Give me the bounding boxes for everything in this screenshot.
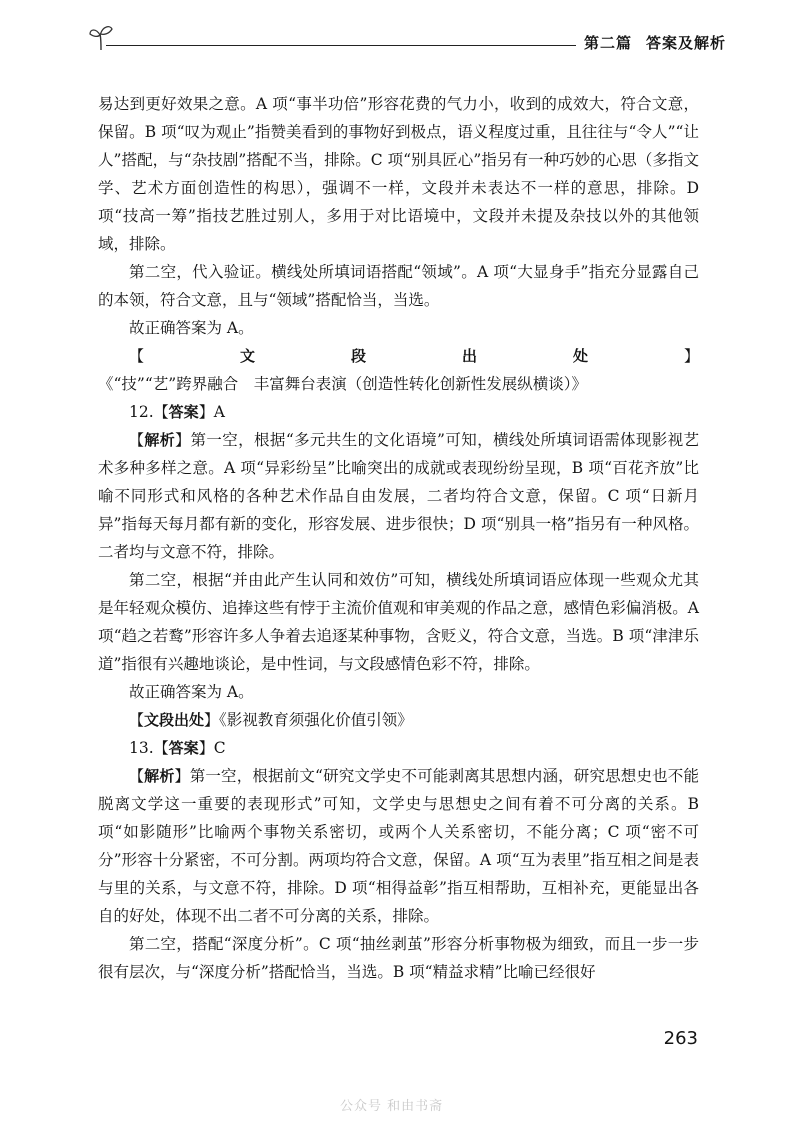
paragraph-text: 第二空，搭配“深度分析”。C 项“抽丝剥茧”形容分析事物极为细致，而且一步一步很有层次，与“深度分析”搭配恰当，当选。B 项“精益求精”比喻已经很好 [98,935,699,981]
analysis-label: 【解析】 [129,431,191,449]
source-text: 《影视教育须强化价值引领》 [219,711,413,729]
sprout-icon [88,22,114,52]
analysis-paragraph [98,426,699,566]
paragraph-text: 故正确答案为 A。 [129,683,254,701]
paragraph-text: 故正确答案为 A。 [129,319,254,337]
paragraph [98,258,699,314]
paragraph-text: 易达到更好效果之意。A 项“事半功倍”形容花费的气力小，收到的成效大，符合文意，保留。B 项“叹为观止”指赞美看到的事物好到极点，语义程度过重，且往往与“令人”“让人”搭配，与“杂技剧”搭配不当，排除。C 项“别具匠心”指另有一种巧妙的心思（多指文学、艺术方面创造性的构思），强调不一样，文段并未表达不一样的意思，排除。D 项“技高一筹”指技艺胜过别人，多用于对比语境中，文段并未提及杂技以外的其他领域，排除。 [98,95,699,253]
answer-value: C [213,739,226,757]
answer-label: 【答案】 [153,403,214,421]
analysis-text: 第一空，根据前文“研究文学史不可能剥离其思想内涵，研究思想史也不能脱离文学这一重要的表现形式”可知，文学史与思想史之间有着不可分离的关系。B 项“如影随形”比喻两个事物关系密切，或两个人关系密切，不能分离；C 项“密不可分”形容十分紧密，不可分割。两项均符合文意，保留。A 项“互为表里”指互相之间是表与里的关系，与文意不符，排除。D 项“相得益彰”指互相帮助，互相补充，更能显出各自的好处，体现不出二者不可分离的关系，排除。 [98,767,699,925]
answer-value: A [213,403,225,421]
paragraph [98,314,699,342]
body-text [98,90,699,986]
source-label: 【文段出处】 [129,347,699,365]
analysis-paragraph [98,762,699,930]
paragraph [98,678,699,706]
header-rule [106,45,576,46]
header-part: 第二篇 [584,34,633,52]
watermark: 公众号 和由书斋 [340,1099,444,1114]
source-note [98,342,699,398]
paragraph-text: 第二空，根据“并由此产生认同和效仿”可知，横线处所填词语应体现一些观众尤其是年轻观众模仿、追捧这些有悖于主流价值观和审美观的作品之意，感情色彩偏消极。A 项“趋之若鹜”形容许多人争着去追逐某种事物，含贬义，符合文意，当选。B 项“津津乐道”指很有兴趣地谈论，是中性词，与文段感情色彩不符，排除。 [98,571,699,673]
page-number: 263 [663,1028,698,1049]
source-label: 【文段出处】 [129,711,220,729]
paragraph [98,930,699,986]
source-note [98,706,699,734]
question-number: 12. [129,403,154,421]
answer-line [98,734,699,762]
analysis-label: 【解析】 [129,767,190,785]
analysis-text: 第一空，根据“多元共生的文化语境”可知，横线处所填词语需体现影视艺术多种多样之意。A 项“异彩纷呈”比喻突出的成就或表现纷纷呈现，B 项“百花齐放”比喻不同形式和风格的各种艺术作品自由发展，二者均符合文意，保留。C 项“日新月异”指每天每月都有新的变化，形容发展、进步很快；D 项“别具一格”指另有一种风格。二者均与文意不符，排除。 [98,431,699,561]
source-text: 《“技”“艺”跨界融合 丰富舞台表演（创造性转化创新性发展纵横谈）》 [98,375,587,393]
running-header [88,22,727,58]
paragraph [98,566,699,678]
header-title [584,32,726,53]
paragraph-text: 第二空，代入验证。横线处所填词语搭配“领域”。A 项“大显身手”指充分显露自己的本领，符合文意，且与“领域”搭配恰当，当选。 [98,263,699,309]
header-section-title: 答案及解析 [646,34,727,52]
answer-line [98,398,699,426]
answer-label: 【答案】 [153,739,214,757]
paragraph [98,90,699,258]
question-number: 13. [129,739,154,757]
